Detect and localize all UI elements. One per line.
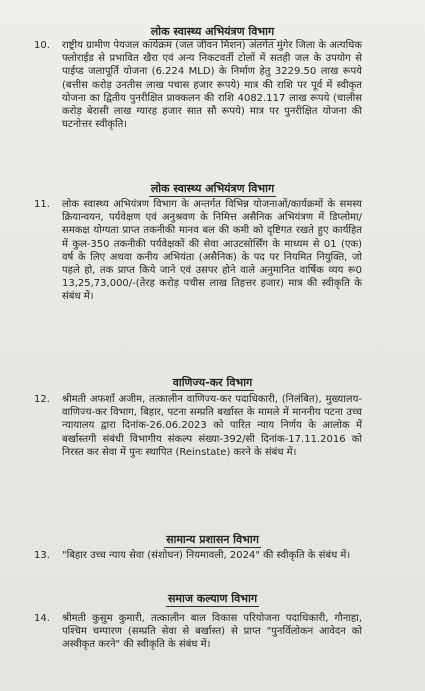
heading-text: लोक स्वास्थ्य अभियंत्रण विभाग (150, 182, 275, 195)
department-heading (0, 25, 425, 40)
item-text: श्रीमती अफशाँ अजीम, तत्कालीन वाणिज्य-कर पदाधिकारी, (निलंबित), मुख्यालय-वाणिज्य-कर विभाग, बिहार, पटना सम्प्रति बर्खास्त के मामले में माननीय पटना उच्च न्यायालय द्वारा दिनांक-26.06.2023 को पारित न्याय निर्णय के आलोक में बर्खास्तगी संबंधी विभागीय संकल्प संख्या-392/सी दिनांक-17.11.2016 को निरस्त कर सेवा में पुनः स्थापित (Reinstate) करने के संबंध में। (62, 394, 362, 458)
item-number: 12. (34, 394, 50, 405)
item-number: 10. (34, 40, 50, 51)
item-number: 11. (34, 199, 50, 210)
item-number: 14. (34, 613, 50, 624)
heading-text: समाज कल्याण विभाग (167, 592, 258, 605)
heading-text: लोक स्वास्थ्य अभियंत्रण विभाग (150, 25, 275, 38)
department-heading (0, 182, 425, 197)
department-heading (0, 533, 425, 548)
heading-text: सामान्य प्रशासन विभाग (166, 533, 259, 546)
item-number: 13. (34, 550, 50, 561)
item-text: राष्ट्रीय ग्रामीण पेयजल कार्यक्रम (जल जीवन मिशन) अंतर्गत मुंगेर जिला के अत्यधिक फ्लोराईड से प्रभावित खैरा एवं अन्य निकटवर्ती टोलों में सतही जल के उपयोग से पाईप्ड जलापूर्ति योजना (6.224 MLD) के निर्माण हेतु 3229.50 लाख रूपये (बत्तीस करोड़ उनतीस लाख पचास हजार रूपये) मात्र की राशि पर पूर्व में स्वीकृत योजना का द्वितीय पुनरीक्षित प्राक्कलन की राशि 4082.117 लाख रूपये (चालीस करोड़ बेरासी लाख ग्यारह हजार सात सौ रूपये) मात्र पर पुनरीक्षित योजना की घटनोत्तर स्वीकृति। (62, 40, 362, 131)
heading-text: वाणिज्य-कर विभाग (172, 376, 253, 389)
department-heading (0, 592, 425, 607)
item-text: श्रीमती कुसुम कुमारी, तत्कालीन बाल विकास परियोजना पदाधिकारी, गौनाहा, पश्चिम चम्पारण (सम्प्रति सेवा से बर्खास्त) से प्राप्त "पुनर्विलोकन आवेदन को अस्वीकृत करने" की स्वीकृति के संबंध में। (62, 613, 362, 651)
item-text: लोक स्वास्थ्य अभियंत्रण विभाग के अन्तर्गत विभिन्न योजनाओं/कार्यक्रमों के समस्य क्रियान्वयन, पर्यवेक्षण एवं अनुश्रवण के निमित्त असैनिक अभियंत्रण में डिप्लोमा/समकक्ष योग्यता प्राप्त तकनीकी मानव बल की कमी को दृष्टिगत रखते हुए कार्यहित में कुल-350 तकनीकी पर्यवेक्षकों की सेवा आउटसोर्सिंग के माध्यम से 01 (एक) वर्ष के लिए अथवा कनीय अभियंता (असैनिक) के पद पर नियमित नियुक्ति, जो पहले हो, तक प्राप्त किये जाने एवं उसपर होने वाले अनुमानित वार्षिक व्यय रू0 13,25,73,000/-(तेरह करोड़ पचीस लाख तिहत्तर हजार) मात्र की स्वीकृति के संबंध में। (62, 199, 362, 303)
department-heading (0, 376, 425, 391)
item-text: "बिहार उच्च न्याय सेवा (संशोधन) नियमावली, 2024" की स्वीकृति के संबंध में। (62, 550, 351, 561)
